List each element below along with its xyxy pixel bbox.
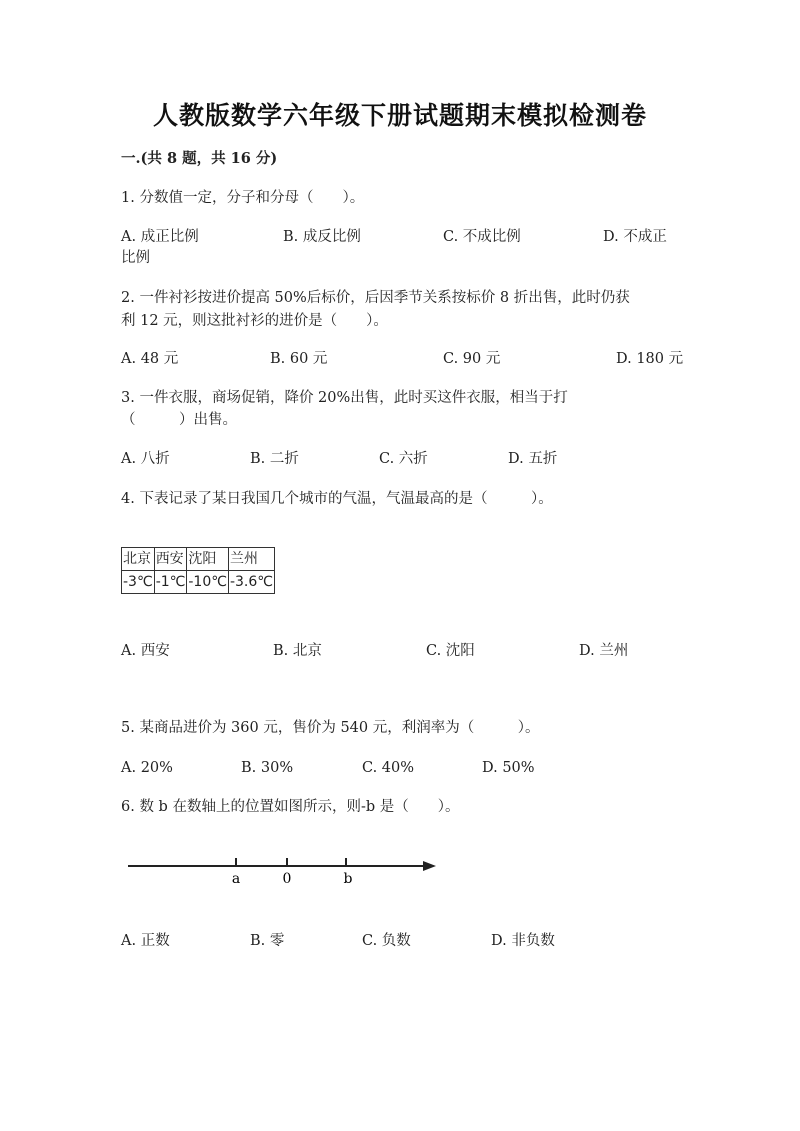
question-3-option-b: B. 二折 bbox=[250, 451, 299, 467]
question-4-option-b: B. 北京 bbox=[273, 643, 322, 659]
question-2-text-line-1: 2. 一件衬衫按进价提高 50%后标价，后因季节关系按标价 8 折出售，此时仍获 bbox=[121, 290, 630, 306]
question-2-option-b: B. 60 元 bbox=[270, 351, 328, 367]
question-3-text-line-1: 3. 一件衣服，商场促销，降价 20%出售，此时买这件衣服，相当于打 bbox=[121, 390, 568, 406]
question-1-option-d: D. 不成正 bbox=[603, 229, 667, 245]
label-b: b bbox=[343, 871, 353, 887]
question-6-option-d: D. 非负数 bbox=[491, 933, 555, 949]
question-3-option-c: C. 六折 bbox=[379, 451, 428, 467]
question-4-option-a: A. 西安 bbox=[121, 643, 170, 659]
question-5-option-d: D. 50% bbox=[482, 760, 535, 776]
question-1-option-b: B. 成反比例 bbox=[283, 229, 361, 245]
table-cell-temp: -1℃ bbox=[154, 571, 187, 594]
table-cell-city: 沈阳 bbox=[187, 548, 229, 571]
question-6-text: 6. 数 b 在数轴上的位置如图所示，则-b 是（ ）。 bbox=[121, 799, 460, 815]
question-3-option-d: D. 五折 bbox=[508, 451, 558, 467]
question-2-option-a: A. 48 元 bbox=[121, 351, 179, 367]
page-title: 人教版数学六年级下册试题期末模拟检测卷 bbox=[152, 101, 647, 130]
question-5-text: 5. 某商品进价为 360 元，售价为 540 元，利润率为（ ）。 bbox=[121, 720, 540, 736]
question-5-option-a: A. 20% bbox=[121, 760, 173, 776]
table-cell-temp: -10℃ bbox=[187, 571, 229, 594]
question-3-option-a: A. 八折 bbox=[121, 451, 170, 467]
table-cell-temp: -3℃ bbox=[122, 571, 155, 594]
question-5-option-b: B. 30% bbox=[241, 760, 294, 776]
question-6-option-a: A. 正数 bbox=[121, 933, 170, 949]
question-6-option-c: C. 负数 bbox=[362, 933, 411, 949]
question-1-option-d-wrap: 比例 bbox=[121, 250, 150, 266]
table-cell-city: 西安 bbox=[154, 548, 187, 571]
number-line-arrow bbox=[423, 861, 436, 871]
label-a: a bbox=[231, 871, 241, 887]
question-2-option-d: D. 180 元 bbox=[616, 351, 684, 367]
question-2-option-c: C. 90 元 bbox=[443, 351, 501, 367]
label-zero: 0 bbox=[282, 871, 292, 887]
table-cell-city: 兰州 bbox=[228, 548, 274, 571]
question-1-option-a: A. 成正比例 bbox=[121, 229, 199, 245]
question-2-text-line-2: 利 12 元，则这批衬衫的进价是（ ）。 bbox=[121, 313, 388, 329]
table-row bbox=[122, 571, 275, 594]
question-5-option-c: C. 40% bbox=[362, 760, 415, 776]
question-1-option-c: C. 不成比例 bbox=[443, 229, 521, 245]
section-heading: 一.(共 8 题，共 16 分) bbox=[121, 150, 278, 167]
question-4-option-d: D. 兰州 bbox=[579, 643, 629, 659]
question-1-text: 1. 分数值一定，分子和分母（ ）。 bbox=[121, 190, 365, 206]
question-6-option-b: B. 零 bbox=[250, 933, 285, 949]
question-4-text: 4. 下表记录了某日我国几个城市的气温，气温最高的是（ ）。 bbox=[121, 491, 553, 507]
table-row bbox=[122, 548, 275, 571]
question-3-text-line-2: （ ）出售。 bbox=[121, 412, 237, 428]
table-cell-temp: -3.6℃ bbox=[228, 571, 274, 594]
table-cell-city: 北京 bbox=[122, 548, 155, 571]
temperature-table bbox=[121, 547, 275, 594]
number-line-diagram bbox=[120, 850, 450, 890]
question-4-option-c: C. 沈阳 bbox=[426, 643, 475, 659]
